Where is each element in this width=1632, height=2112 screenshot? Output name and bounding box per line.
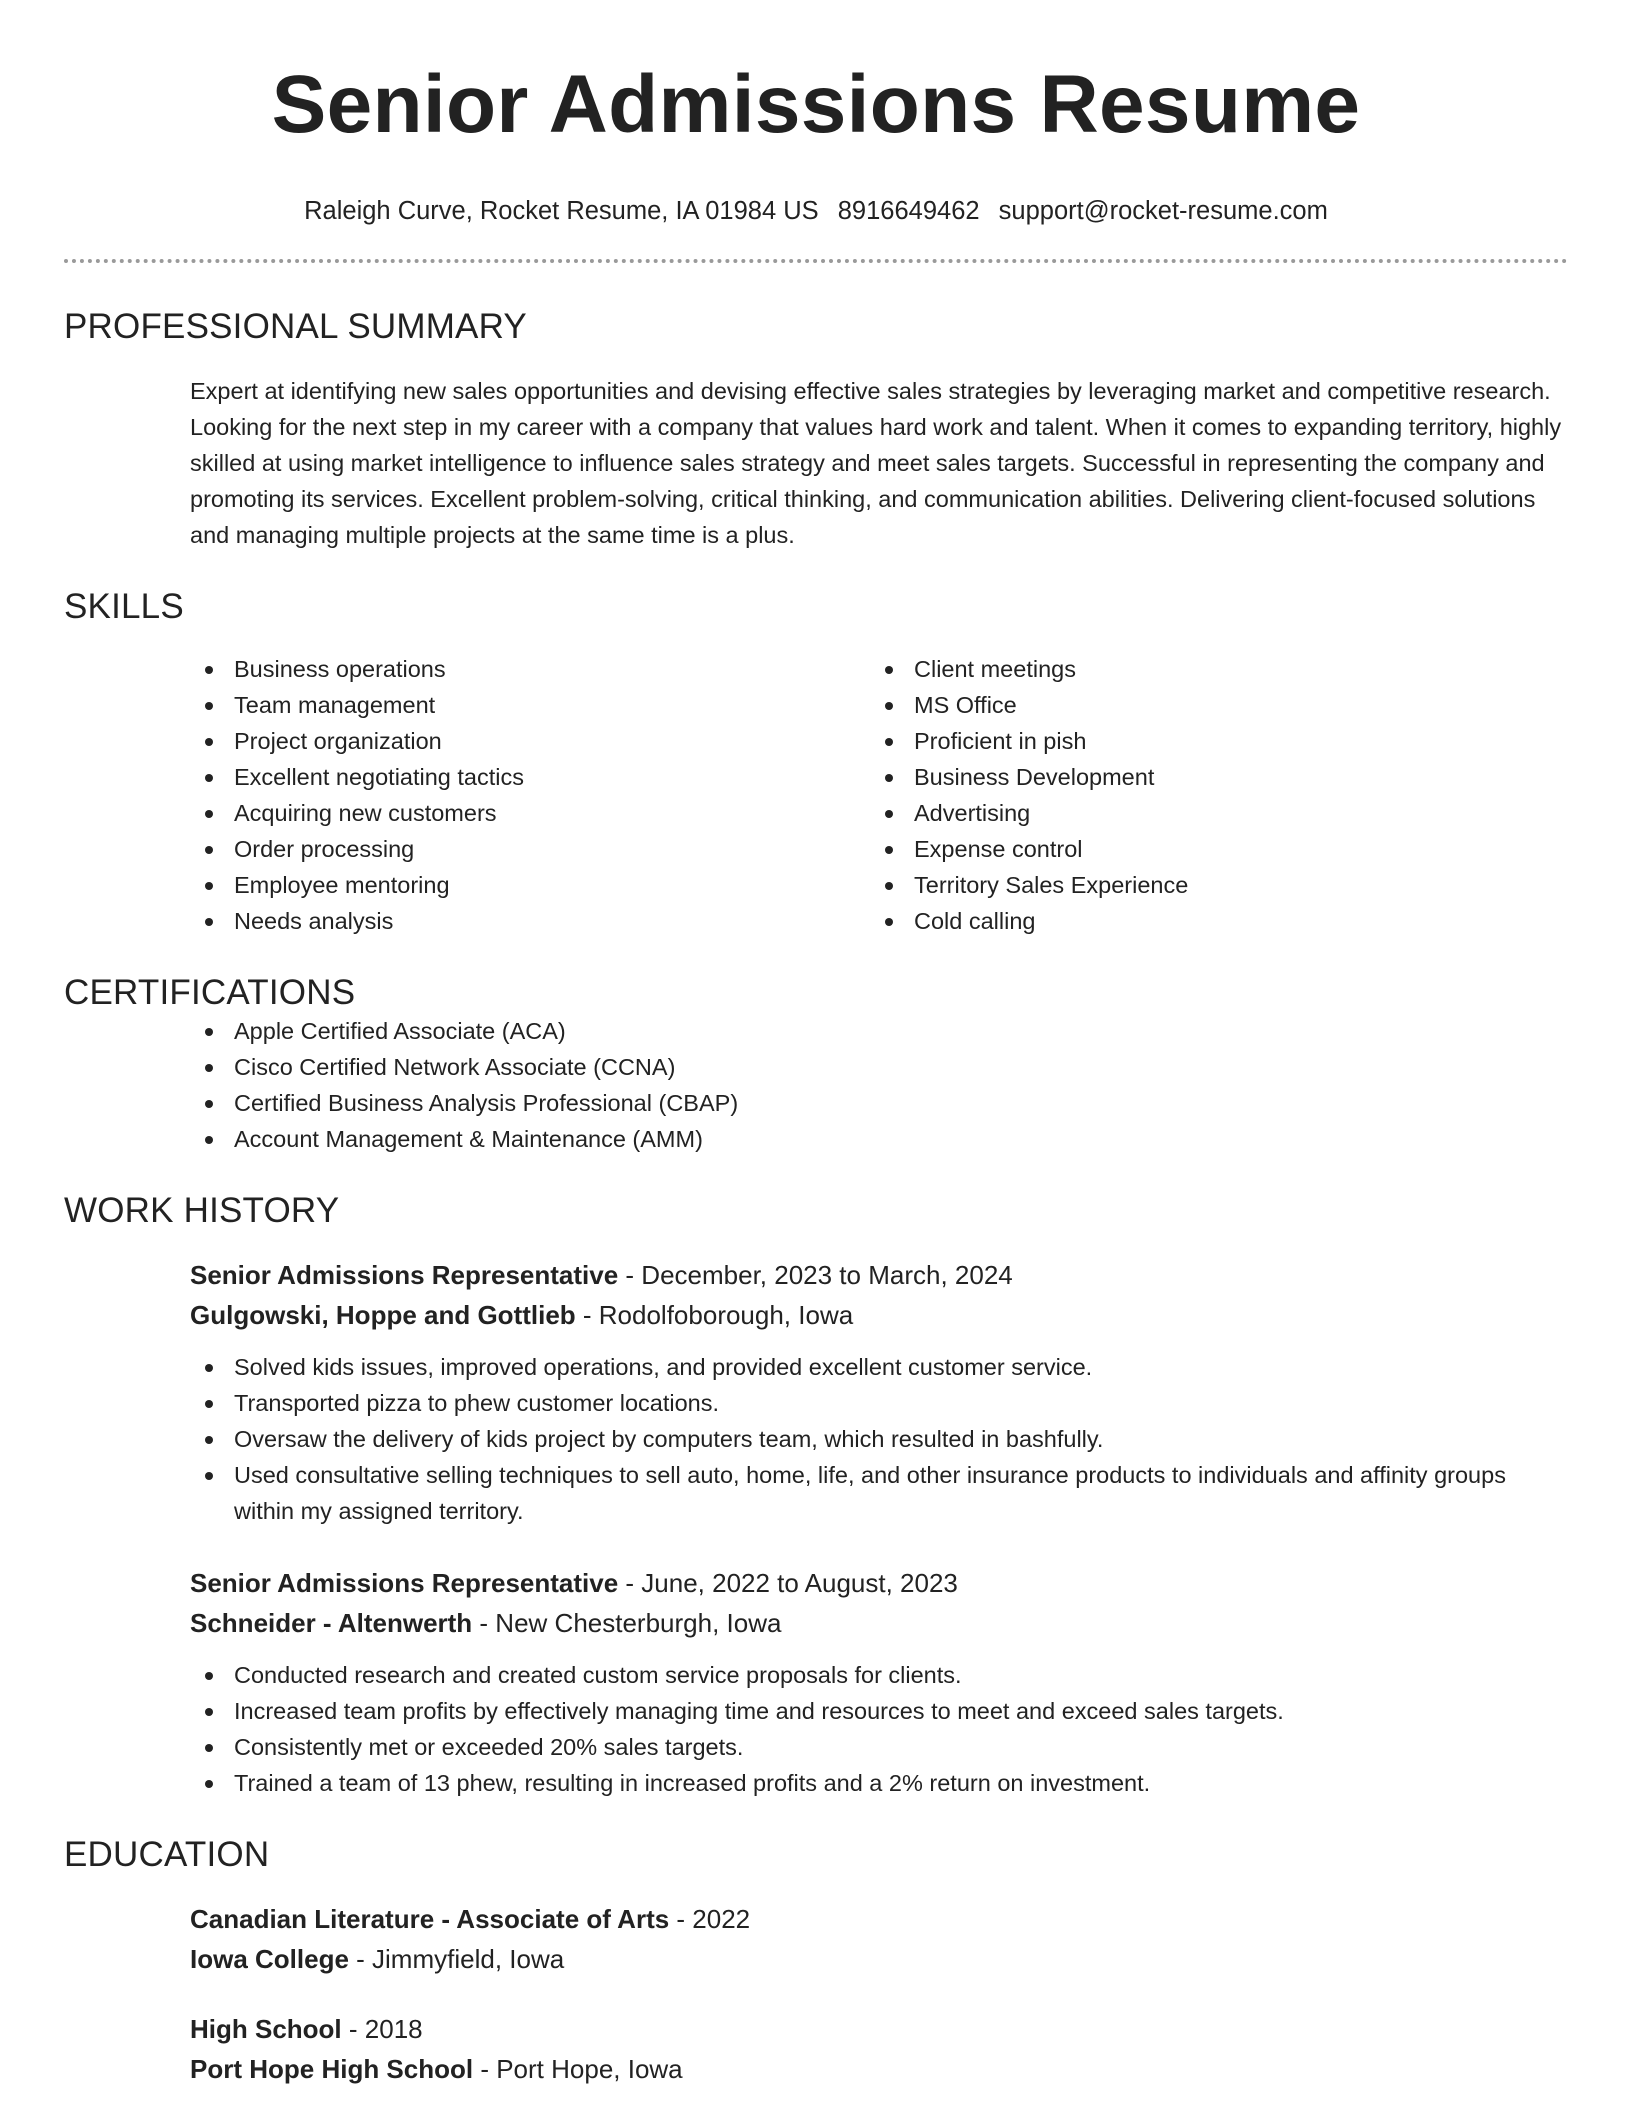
job-company: Gulgowski, Hoppe and Gottlieb [190, 1300, 576, 1330]
job-company-line [190, 1295, 1568, 1335]
job-bullets [190, 1657, 1568, 1801]
job-title-line [190, 1255, 1568, 1295]
education-location: - Port Hope, Iowa [473, 2054, 683, 2084]
skill-item: Client meetings [870, 651, 1550, 687]
job-bullet: Conducted research and created custom service proposals for clients. [190, 1657, 1568, 1693]
education-year: - 2018 [341, 2014, 423, 2044]
skill-item: Needs analysis [190, 903, 870, 939]
skills-section [64, 587, 1568, 939]
skill-item: Order processing [190, 831, 870, 867]
skill-item: Team management [190, 687, 870, 723]
education-degree-line [190, 1899, 1568, 1939]
skill-item: Territory Sales Experience [870, 867, 1550, 903]
job-company-line [190, 1603, 1568, 1643]
skill-item: Excellent negotiating tactics [190, 759, 870, 795]
education-degree-line [190, 2009, 1568, 2049]
job-location: - New Chesterburgh, Iowa [472, 1608, 782, 1638]
certification-item: Certified Business Analysis Professional (CBAP) [190, 1085, 1568, 1121]
skill-item: Proficient in pish [870, 723, 1550, 759]
education-section [64, 1835, 1568, 2089]
education-degree: Canadian Literature - Associate of Arts [190, 1904, 670, 1934]
job-bullet: Oversaw the delivery of kids project by computers team, which resulted in bashfully. [190, 1421, 1568, 1457]
job-bullet: Increased team profits by effectively managing time and resources to meet and exceed sales targets. [190, 1693, 1568, 1729]
job-bullet: Consistently met or exceeded 20% sales targets. [190, 1729, 1568, 1765]
job-title: Senior Admissions Representative [190, 1260, 619, 1290]
resume-header [64, 0, 1568, 263]
job-bullet: Solved kids issues, improved operations, and provided excellent customer service. [190, 1349, 1568, 1385]
job-entry [190, 1563, 1568, 1801]
job-bullet: Used consultative selling techniques to sell auto, home, life, and other insurance products to individuals and affinity groups within my assigned territory. [190, 1457, 1568, 1529]
job-entry [190, 1255, 1568, 1529]
job-title-line [190, 1563, 1568, 1603]
contact-address: Raleigh Curve, Rocket Resume, IA 01984 US [304, 197, 819, 225]
skill-item: Advertising [870, 795, 1550, 831]
section-heading: WORK HISTORY [64, 1191, 340, 1230]
job-bullet: Trained a team of 13 phew, resulting in increased profits and a 2% return on investment. [190, 1765, 1568, 1801]
header-divider [64, 259, 1568, 263]
skills-list-right [870, 651, 1550, 939]
education-school-line [190, 2049, 1568, 2089]
certifications-section [64, 973, 1568, 1157]
contact-phone: 8916649462 [837, 197, 980, 225]
skill-item: Business Development [870, 759, 1550, 795]
certifications-list [190, 1013, 1568, 1157]
job-dates: - June, 2022 to August, 2023 [618, 1568, 958, 1598]
work-history-section [64, 1191, 1568, 1801]
skill-item: Project organization [190, 723, 870, 759]
skill-item: Business operations [190, 651, 870, 687]
skills-grid [190, 651, 1568, 939]
education-location: - Jimmyfield, Iowa [348, 1944, 565, 1974]
education-degree: High School [190, 2014, 342, 2044]
job-dates: - December, 2023 to March, 2024 [618, 1260, 1013, 1290]
section-heading: SKILLS [64, 587, 184, 626]
job-bullets [190, 1349, 1568, 1529]
skills-list-left [190, 651, 870, 939]
education-school: Iowa College [190, 1944, 349, 1974]
certification-item: Cisco Certified Network Associate (CCNA) [190, 1049, 1568, 1085]
job-company: Schneider - Altenwerth [190, 1608, 473, 1638]
professional-summary-section [64, 307, 1568, 553]
skill-item: Expense control [870, 831, 1550, 867]
education-entry [190, 1899, 1568, 1979]
certification-item: Account Management & Maintenance (AMM) [190, 1121, 1568, 1157]
job-title: Senior Admissions Representative [190, 1568, 619, 1598]
education-year: - 2022 [669, 1904, 751, 1934]
section-heading: CERTIFICATIONS [64, 973, 356, 1012]
section-heading: PROFESSIONAL SUMMARY [64, 307, 527, 346]
section-heading: EDUCATION [64, 1835, 270, 1874]
resume-title: Senior Admissions Resume [271, 59, 1361, 150]
skill-item: Cold calling [870, 903, 1550, 939]
job-location: - Rodolfoborough, Iowa [575, 1300, 854, 1330]
skill-item: Employee mentoring [190, 867, 870, 903]
summary-text: Expert at identifying new sales opportunities and devising effective sales strategies by leveraging market and competitive research. Looking for the next step in my career with a company that values hard work and talent. When it comes to expanding territory, highly skilled at using market intelligence to influence sales strategy and meet sales targets. Successful in representing the company and promoting its services. Excellent problem-solving, critical thinking, and communication abilities. Delivering client-focused solutions and managing multiple projects at the same time is a plus. [190, 378, 1562, 548]
contact-email: support@rocket-resume.com [998, 197, 1328, 225]
contact-line [64, 196, 1568, 226]
skill-item: Acquiring new customers [190, 795, 870, 831]
education-entry [190, 2009, 1568, 2089]
skill-item: MS Office [870, 687, 1550, 723]
job-bullet: Transported pizza to phew customer locations. [190, 1385, 1568, 1421]
certification-item: Apple Certified Associate (ACA) [190, 1013, 1568, 1049]
education-school-line [190, 1939, 1568, 1979]
education-school: Port Hope High School [190, 2054, 474, 2084]
